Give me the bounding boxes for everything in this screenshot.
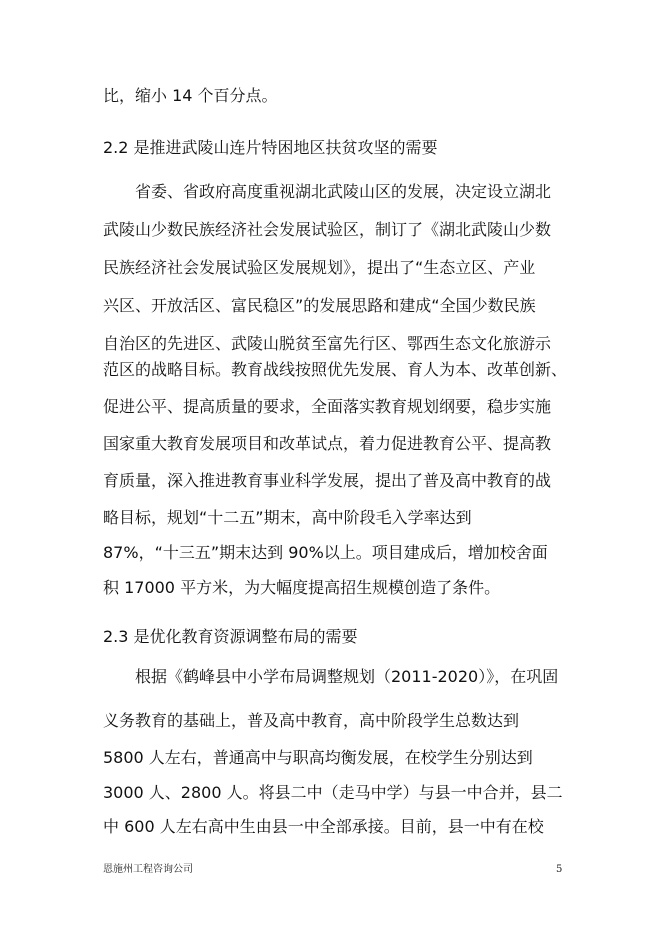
text-line: 省委、省政府高度重视湖北武陵山区的发展，决定设立湖北: [103, 182, 552, 201]
text-line: 积 17000 平方米，为大幅度提高招生规模创造了条件。: [103, 578, 501, 597]
text-line: 武陵山少数民族经济社会发展试验区，制订了《湖北武陵山少数: [103, 220, 552, 239]
text-line: 略目标，规划“十二五”期末，高中阶段毛入学率达到: [103, 508, 472, 527]
footer-company: 恩施州工程咨询公司: [103, 864, 193, 875]
text-line: 民族经济社会发展试验区发展规划》，提出了“生态立区、产业: [103, 258, 536, 277]
text-line: 范区的战略目标。教育战线按照优先发展、育人为本、改革创新、: [103, 360, 568, 379]
text-line: 根据《鹤峰县中小学布局调整规划（2011-2020）》，在巩固: [103, 667, 559, 686]
text-line: 育质量，深入推进教育事业科学发展，提出了普及高中教育的战: [103, 471, 552, 490]
text-line: 87%，“十三五”期末达到 90%以上。项目建成后，增加校舍面: [103, 543, 548, 562]
section-heading-2-3: 2.3 是优化教育资源调整布局的需要: [103, 627, 358, 646]
text-line: 中 600 人左右高中生由县一中全部承接。目前，县一中有在校: [103, 817, 544, 836]
section-heading-2-2: 2.2 是推进武陵山连片特困地区扶贫攻坚的需要: [103, 138, 438, 157]
text-line: 3000 人、2800 人。将县二中（走马中学）与县一中合并，县二: [103, 783, 563, 802]
page-number: 5: [556, 864, 563, 875]
text-line: 比，缩小 14 个百分点。: [103, 86, 278, 105]
text-line: 国家重大教育发展项目和改革试点，着力促进教育公平、提高教: [103, 434, 552, 453]
text-line: 义务教育的基础上，普及高中教育，高中阶段学生总数达到: [103, 711, 520, 730]
text-line: 自治区的先进区、武陵山脱贫至富先行区、鄂西生态文化旅游示: [103, 334, 552, 353]
text-line: 兴区、开放活区、富民稳区”的发展思路和建成“全国少数民族: [103, 296, 536, 315]
text-line: 5800 人左右，普通高中与职高均衡发展，在校学生分别达到: [103, 748, 533, 767]
text-line: 促进公平、提高质量的要求，全面落实教育规划纲要，稳步实施: [103, 397, 552, 416]
